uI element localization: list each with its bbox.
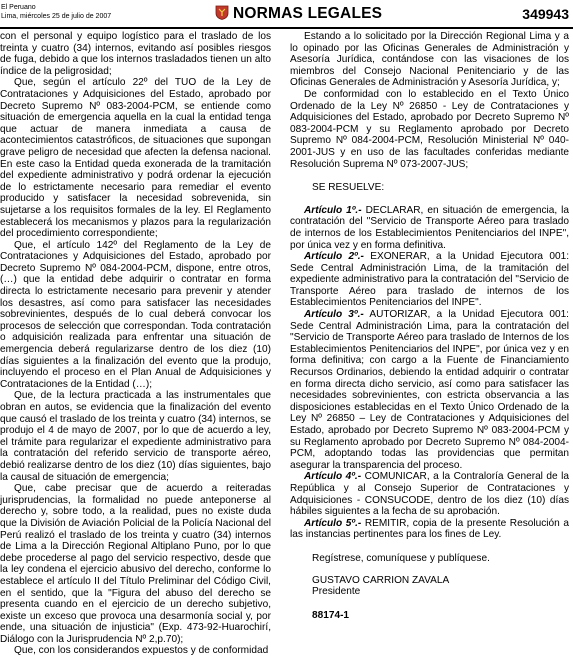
article-lead: Artículo 2º.- bbox=[304, 251, 364, 263]
article-text: DECLARAR, en situación de emergencia, la contratación del "Servicio de Transporte Aéreo para traslado de internos de los Establecimientos Penitenciarios del INPE", por única vez y en forma definitiva. bbox=[290, 204, 569, 251]
article-4 bbox=[290, 471, 569, 517]
header-left bbox=[1, 3, 111, 21]
article-1 bbox=[290, 205, 569, 251]
paragraph: Que, el artículo 142º del Reglamento de la Ley de Contrataciones y Adquisiciones del Estado, aprobado por Decreto Supremo Nº 084-2004-PCM, dispone, entre otros, (…) que la entidad debe adquirir o contratar en forma directa lo estrictamente necesario para prevenir y atender los desastres, así como para satisfacer las necesidades sobrevinientes, después de lo cual deberá convocar los procesos de selección que correspondan. Toda contratación o adquisición realizada para enfrentar una situación de emergencia deberá regularizarse dentro de los diez (10) días siguientes a la finalización del evento que la produjo, incluyendo el proceso en el Plan Anual de Adquisiciones y Contrataciones de la Entidad (…); bbox=[0, 239, 271, 390]
page-number: 349943 bbox=[522, 6, 569, 22]
article-lead: Artículo 4º.- bbox=[304, 471, 362, 483]
signature-block bbox=[290, 575, 569, 598]
article-text: REMITIR, copia de la presente Resolución a las instancias pertinentes para los fines de Ley. bbox=[290, 517, 569, 541]
closing-formula: Regístrese, comuníquese y publíquese. bbox=[312, 552, 490, 564]
resolves-heading: SE RESUELVE: bbox=[312, 182, 385, 194]
header-rule bbox=[0, 27, 573, 29]
article-text: EXONERAR, a la Unidad Ejecutora 001: Sede Central Administración Lima, de la tramitación del expediente administrativo para la contratación del "Servicio de Transporte Aéreo para traslado de internos de los Establecimientos Penitenciarios del INPE". bbox=[290, 251, 569, 309]
signer-name: GUSTAVO CARRION ZAVALA bbox=[312, 574, 450, 586]
publication-title: NORMAS LEGALES bbox=[233, 5, 383, 22]
header-title-block bbox=[215, 5, 382, 25]
article-lead: Artículo 5º.- bbox=[304, 517, 362, 529]
paragraph: Estando a lo solicitado por la Dirección Regional Lima y a lo opinado por las Oficinas Generales de Administración y Asesoría Jurídica, contándose con las visaciones de los miembros del Consejo Nacional Penitenciario y de las Oficinas Generales de Administración y Asesoría Jurídica, y; bbox=[290, 31, 569, 89]
publication-date: Lima, miércoles 25 de julio de 2007 bbox=[1, 13, 112, 20]
paragraph: De conformidad con lo establecido en el Texto Único Ordenado de la Ley Nº 26850 - Ley de Contrataciones y Adquisiciones del Estado, aprobado por Decreto Supremo Nº 083-2004-PCM y su Reglamento aprobado por Decreto Supremo Nº 084-2004-PCM, Resolución Ministerial Nº 040-2001-JUS y en uso de las facultades conferidas mediante Resolución Suprema Nº 073-2007-JUS; bbox=[290, 88, 569, 170]
article-lead: Artículo 3º.- bbox=[304, 309, 364, 321]
article-text: AUTORIZAR, a la Unidad Ejecutora 001: Sede Central Administración Lima, para la contratación del "Servicio de Transporte Aéreo para traslado de Internos de los Establecimientos Penitenciarios del INPE", por única vez y en forma definitiva; con cargo a la Fuente de Financiamiento Recursos Ordinarios, debiendo la entidad adquirir o contratar en forma directa dicho servicio, así como para satisfacer las necesidades sobrevinientes, con estricta observancia a las disposiciones establecidas en el Texto Único Ordenado de la Ley Nº 26850 – Ley de Contrataciones y Adquisiciones del Estado, aprobado por Decreto Supremo Nº 083-2004-PCM y su Reglamento aprobado por Decreto Supremo Nº 084-2004-PCM, adoptando todas las providencias que permitan asegurar la transparencia del proceso. bbox=[290, 309, 569, 471]
article-text: COMUNICAR, a la Contraloría General de la República y al Consejo Superior de Contrataciones y Adquisiciones - CONSUCODE, dentro de los diez (10) días hábiles siguientes a la fecha de su aprobación. bbox=[290, 471, 569, 518]
signer-title: Presidente bbox=[312, 586, 361, 598]
article-5 bbox=[290, 518, 569, 541]
paragraph: Que, de la lectura practicada a las instrumentales que obran en autos, se evidencia que la finalización del evento que causó el traslado de los treinta y cuatro (34) internos, se produjo el 4 de mayo de 2007, por lo que de acuerdo a ley, el trámite para regularizar el expediente administrativo para la contratación del referido servicio de transporte aéreo, debió realizarse dentro de los diez (10) días siguientes, bajo la causal de situación de emergencia; bbox=[0, 390, 271, 483]
reference-code: 88174-1 bbox=[312, 609, 350, 621]
article-3 bbox=[290, 309, 569, 471]
page-header bbox=[0, 0, 573, 34]
right-column bbox=[290, 31, 569, 667]
paragraph: Que, con los considerandos expuestos y de conformidad bbox=[14, 645, 269, 657]
coat-of-arms-icon bbox=[215, 5, 229, 25]
article-2 bbox=[290, 251, 569, 309]
paragraph: Que, según el artículo 22º del TUO de la Ley de Contrataciones y Adquisiciones del Estado, aprobado por Decreto Supremo Nº 083-2004-PCM, se entiende como situación de emergencia aquella en la cual la entidad tenga que actuar de manera inmediata a causa de acontecimientos catastróficos, de situaciones que supongan grave peligro de necesidad que afecten la defensa nacional. En este caso la Entidad queda exonerada de la tramitación del expediente administrativo y podrá ordenar la ejecución de lo estrictamente necesario para remediar el evento producido y satisfacer la necesidad sobrevenida, sin sujetarse a los requisitos formales de la ley. El Reglamento establecerá los mecanismos y plazos para la regularización del procedimiento correspondiente; bbox=[0, 77, 271, 240]
paragraph: con el personal y equipo logístico para el traslado de los treinta y cuatro (34) internos, evitando así posibles riesgos de fuga, debido a que los internos trasladados tienen un alto índice de la peligrosidad; bbox=[0, 31, 271, 77]
article-lead: Artículo 1º.- bbox=[304, 204, 362, 216]
left-column bbox=[0, 31, 271, 667]
publisher-name: El Peruano bbox=[1, 4, 36, 11]
paragraph: Que, cabe precisar que de acuerdo a reiteradas jurisprudencias, la formalidad no puede anteponerse al derecho y, sobre todo, a la realidad, pues no existe duda que la División de Aviación Policial de la Policía Nacional del Perú realizó el traslado de los treinta y cuatro (34) internos de Lima a la Dirección Regional Altiplano Puno, por lo que debe procederse al pago del servicio respectivo, desde que la ley condena el ejercicio abusivo del derecho, conforme lo establece el artículo II del Título Preliminar del Código Civil, en el sentido, que la "Figura del abuso del derecho se presenta cuando en el ejercicio de un derecho subjetivo, existe un exceso que provoca una desarmonía social y, por ende, una situación de injusticia" (Exp. 473-92-Huarochirí, Diálogo con la Jurisprudencia Nº 2,p.70); bbox=[0, 483, 271, 645]
